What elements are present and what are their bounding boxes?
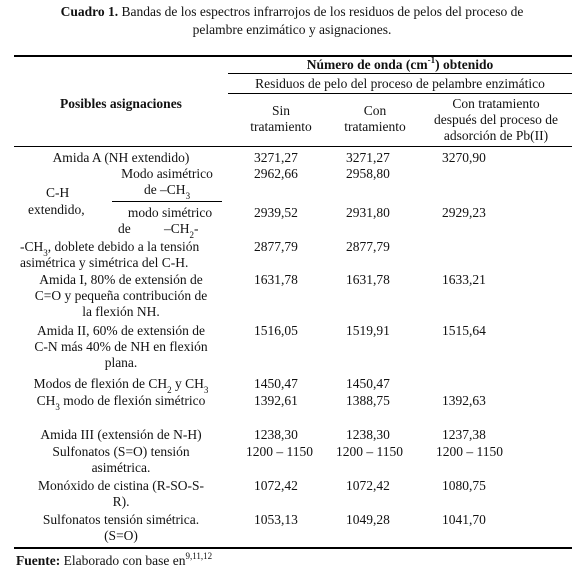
source-text: Elaborado con base en: [60, 553, 186, 568]
caption-label: Cuadro 1.: [60, 4, 119, 19]
ch-group-label-1: C-H: [46, 185, 70, 200]
cell-con: 2877,79: [346, 239, 390, 254]
caption-text-line2: pelambre enzimático y asignaciones.: [192, 22, 392, 37]
header-col-con: Con tratamiento: [344, 103, 406, 134]
cell-sin: 1516,05: [254, 323, 298, 338]
row-label: Amida II, 60% de extensión de C-N más 40% de NH en flexión plana.: [34, 323, 208, 370]
cell-sin: 2939,52: [254, 205, 298, 220]
header-col-sin: Sin tratamiento: [250, 103, 312, 134]
table-source: [16, 550, 213, 569]
cell-pb: 1200 – 1150: [436, 444, 503, 459]
cell-sin: 1238,30: [254, 427, 298, 442]
cell-con: 1519,91: [346, 323, 390, 338]
cell-con: 1450,47: [346, 376, 390, 391]
cell-sin: 1631,78: [254, 272, 298, 287]
cell-sin: 3271,27: [254, 150, 298, 165]
cell-sin: 1392,61: [254, 393, 298, 408]
caption-text-line1: Bandas de los espectros infrarrojos de los residuos de pelos del proceso de: [121, 4, 524, 19]
cell-pb: 2929,23: [442, 205, 486, 220]
row-label: Sulfonatos (S=O) tensión asimétrica.: [52, 444, 190, 475]
cell-sin: 1072,42: [254, 478, 298, 493]
cell-sin: 1200 – 1150: [246, 444, 313, 459]
header-assignments: Posibles asignaciones: [60, 96, 182, 111]
cell-pb: 1080,75: [442, 478, 486, 493]
cell-pb: 3270,90: [442, 150, 486, 165]
row-label: $-CH_3$, doblete debido a la tensión asimétrica y simétrica del C-H.: [20, 239, 200, 270]
cell-con: 1200 – 1150: [336, 444, 403, 459]
cell-pb: 1237,38: [442, 427, 486, 442]
cell-pb: 1041,70: [442, 512, 486, 527]
header-group-rule: [228, 73, 572, 74]
header-wavenumber: Número de onda $(cm^{-1})$ obtenido: [306, 54, 494, 72]
source-refs: 9,11,12: [185, 550, 213, 561]
cell-pb: 1392,63: [442, 393, 486, 408]
cell-con: 1049,28: [346, 512, 390, 527]
cell-con: 1631,78: [346, 272, 390, 287]
header-col-pb: Con tratamiento después del proceso de adsorción de Pb(II): [433, 96, 559, 143]
row-sublabel: Modo asimétrico de $-CH_3$: [121, 166, 213, 201]
cell-pb: 1515,64: [442, 323, 486, 338]
cell-con: 1072,42: [346, 478, 390, 493]
ch-subgroup-rule: [112, 201, 222, 202]
row-label: Monóxido de cistina (R-SO-S- R).: [37, 478, 205, 509]
cell-sin: 1053,13: [254, 512, 298, 527]
row-label: Amida I, 80% de extensión de C=O y pequeña contribución de la flexión NH.: [34, 272, 208, 319]
ch-group-label-2: extendido,: [28, 202, 85, 217]
source-label: Fuente:: [16, 553, 61, 568]
row-label: $CH_3$ modo de flexión simétrico: [36, 393, 206, 412]
cell-con: 3271,27: [346, 150, 390, 165]
row-label: Modos de flexión de $CH_2$ y $CH_3$: [33, 376, 209, 395]
row-label: Sulfonatos tensión simétrica. (S=O): [42, 512, 200, 543]
cell-pb: 1633,21: [442, 272, 486, 287]
table-caption: [0, 3, 584, 39]
bottom-rule: [14, 547, 572, 549]
row-sublabel: modo simétrico de $-CH_2-$: [118, 205, 213, 240]
cell-con: 1238,30: [346, 427, 390, 442]
row-label: Amida III (extensión de N-H): [40, 427, 202, 442]
cell-con: 2931,80: [346, 205, 390, 220]
row-label: Amida A (NH extendido): [52, 150, 190, 165]
cell-con: 1388,75: [346, 393, 390, 408]
cell-sin: 1450,47: [254, 376, 298, 391]
cell-con: 2958,80: [346, 166, 390, 181]
cell-sin: 2962,66: [254, 166, 298, 181]
cell-sin: 2877,79: [254, 239, 298, 254]
header-sub-rule: [228, 93, 572, 94]
header-bottom-rule: [14, 146, 572, 147]
header-residues: Residuos de pelo del proceso de pelambre enzimático: [255, 76, 545, 91]
